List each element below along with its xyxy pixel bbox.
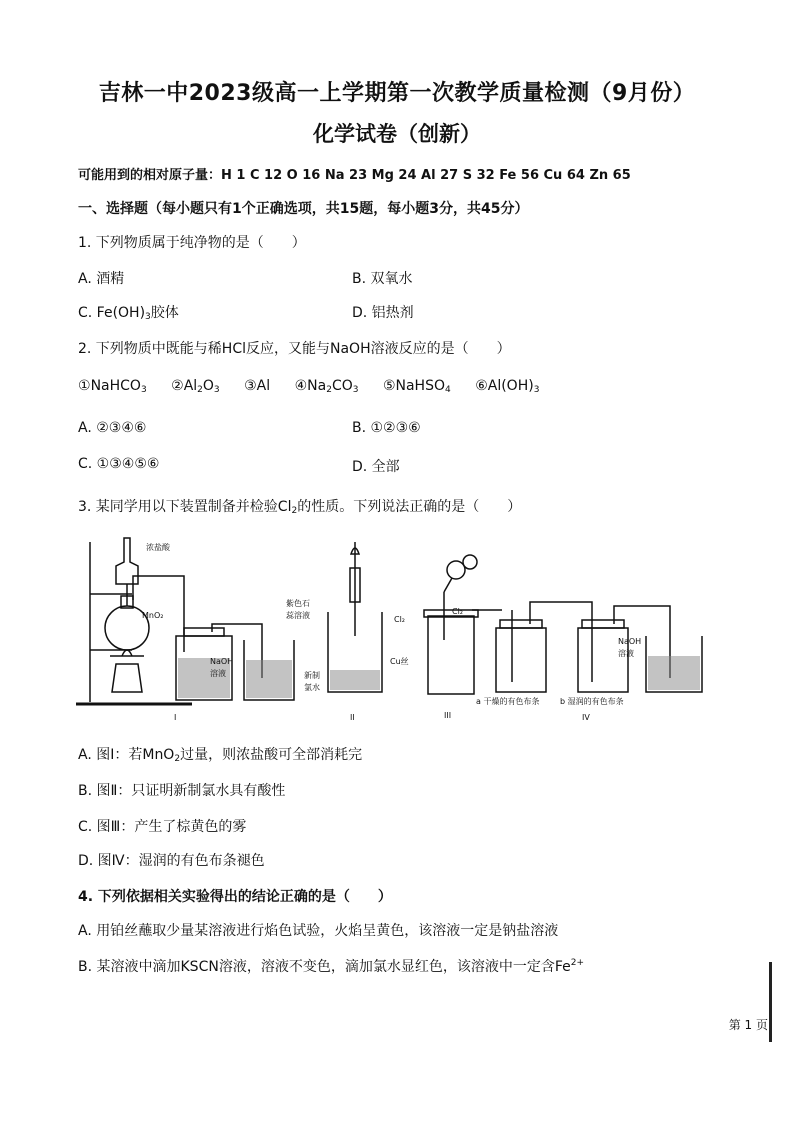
label-hcl: 浓盐酸	[146, 543, 170, 552]
label-naoh2: NaOH	[618, 637, 642, 646]
label-chlorine-water: 新制	[304, 671, 320, 680]
q4-stem: 4. 下列依据相关实验得出的结论正确的是（ ）	[78, 889, 392, 905]
label-litmus: 紫色石	[286, 599, 310, 608]
q2-item: $④Na_2CO_3$	[294, 378, 359, 395]
section-heading: 一、选择题（每小题只有1个正确选项，共15题，每小题3分，共45分）	[78, 201, 529, 217]
apparatus-figure	[72, 532, 712, 728]
q1-option-c-post: 胶体	[150, 305, 179, 321]
q4-option-b: B. 某溶液中滴加KSCN溶液，溶液不变色，滴加氯水显红色，该溶液中一定含$Fe^{2+}$	[78, 958, 585, 975]
label-cl2-a: Cl₂	[394, 615, 406, 624]
q2-option-b: B. ①②③⑥	[352, 420, 421, 436]
exam-subtitle: 化学试卷（创新）	[313, 122, 481, 146]
label-naoh2b: 溶液	[618, 649, 634, 658]
q1-stem: 1. 下列物质属于纯净物的是（ ）	[78, 235, 306, 251]
label-naoh1b: 溶液	[210, 669, 226, 678]
label-naoh1: NaOH	[210, 657, 234, 666]
q3-option-d: D. 图Ⅳ：湿润的有色布条褪色	[78, 853, 265, 869]
q3-stem: 3. 某同学用以下装置制备并检验$Cl_2$的性质。下列说法正确的是（ ）	[78, 499, 522, 516]
exam-title: 吉林一中2023级高一上学期第一次教学质量检测（9月份）	[98, 81, 696, 106]
q2-item: ①NaHCO$_3$	[78, 378, 147, 395]
q2-item: $⑥Al(OH)_3$	[475, 378, 540, 395]
label-fig3: III	[444, 711, 452, 720]
label-cloth-b: b 湿润的有色布条	[560, 697, 624, 706]
q2-item: ③Al	[244, 378, 271, 394]
q4-option-a: A. 用铂丝蘸取少量某溶液进行焰色试验，火焰呈黄色，该溶液一定是钠盐溶液	[78, 923, 559, 939]
q1-option-b: B. 双氧水	[352, 271, 413, 287]
q2-option-c: C. ①③④⑤⑥	[78, 456, 160, 472]
q1-option-c	[78, 302, 179, 322]
q2-option-d: D. 全部	[352, 459, 400, 475]
q1-option-a: A. 酒精	[78, 271, 125, 287]
label-chlorine-water2: 氯水	[304, 683, 320, 692]
label-litmus2: 蕊溶液	[286, 611, 310, 620]
q2-stem: 2. 下列物质中既能与稀HCl反应，又能与NaOH溶液反应的是（ ）	[78, 341, 511, 357]
label-fig2: II	[350, 713, 355, 722]
page-number: 第 1 页	[728, 1018, 768, 1032]
q1-option-d: D. 铝热剂	[352, 305, 414, 321]
label-mno2: MnO₂	[142, 611, 164, 620]
q2-item: ⑤NaHSO$_4$	[382, 378, 451, 395]
q2-items	[78, 378, 559, 395]
q2-option-a: A. ②③④⑥	[78, 420, 147, 436]
q1-option-c-sub: 3	[145, 312, 151, 322]
label-fig1: I	[174, 713, 177, 722]
q3-option-a: A. 图Ⅰ：若MnO$_2$过量，则浓盐酸可全部消耗完	[78, 747, 363, 764]
q3-option-b: B. 图Ⅱ：只证明新制氯水具有酸性	[78, 783, 286, 799]
scan-edge	[769, 962, 772, 1042]
q2-item: $②Al_2O_3$	[171, 378, 220, 395]
q3-option-c: C. 图Ⅲ：产生了棕黄色的雾	[78, 819, 247, 835]
q1-option-c-pre: C. Fe(OH)	[78, 305, 146, 321]
label-fig4: IV	[582, 713, 590, 722]
apparatus-diagram	[72, 532, 712, 728]
label-cl2-b: Cl₂	[452, 607, 464, 616]
atomic-masses: 可能用到的相对原子量：H 1 C 12 O 16 Na 23 Mg 24 Al 27 S 32 Fe 56 Cu 64 Zn 65	[78, 168, 631, 183]
label-cloth-a: a 干燥的有色布条	[476, 697, 540, 706]
label-cu: Cu丝	[390, 657, 409, 666]
